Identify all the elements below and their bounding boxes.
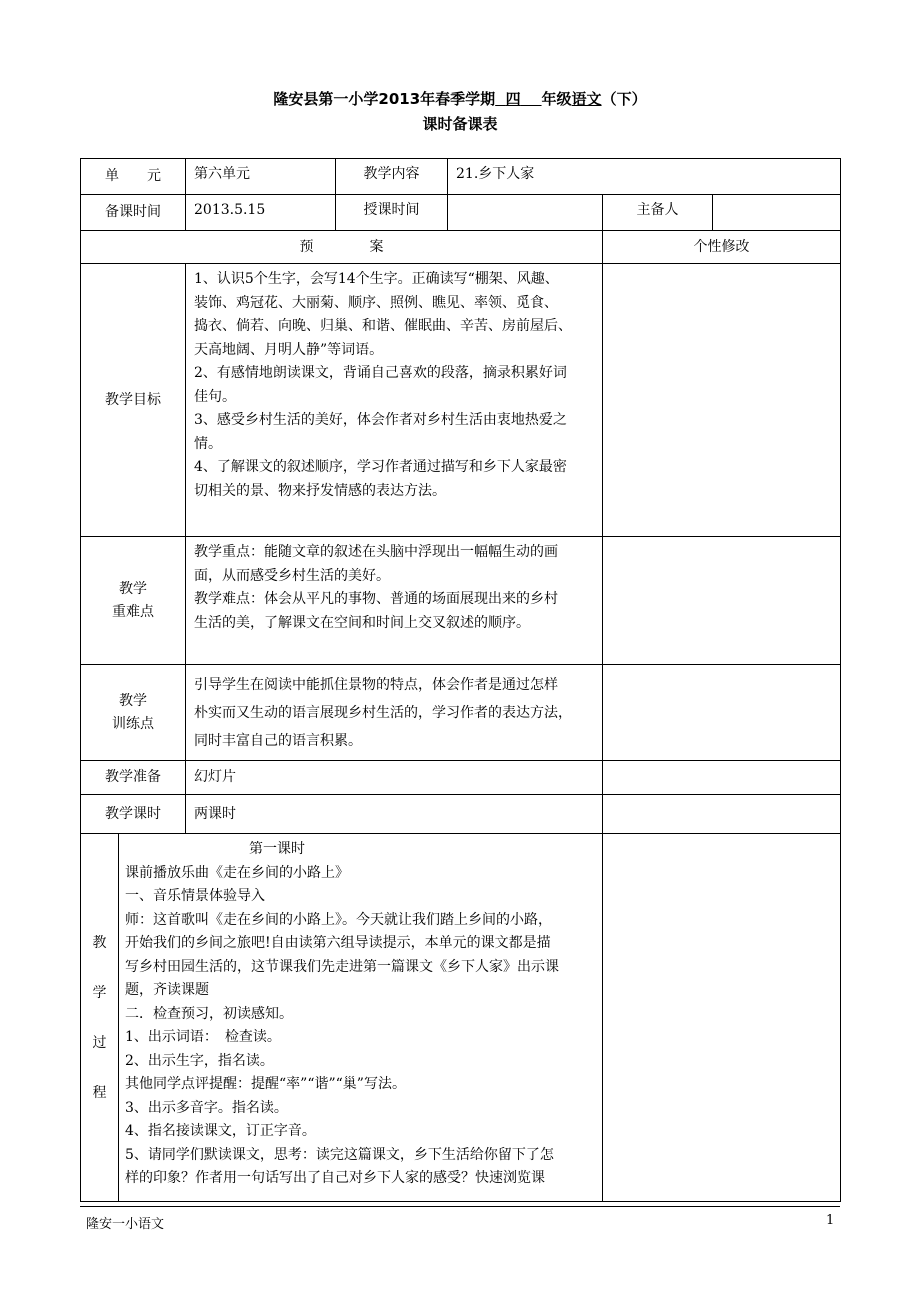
process-label-char-2: 学 xyxy=(92,984,107,1001)
keypoints-line: 教学难点：体会从平凡的事物、普通的场面展现出来的乡村 xyxy=(194,591,558,607)
process-line: 一、音乐情景体验导入 xyxy=(125,888,265,904)
keypoints-line: 面，从而感受乡村生活的美好。 xyxy=(194,567,390,584)
process-line: 2、出示生字，指名读。 xyxy=(125,1052,274,1069)
goals-content xyxy=(186,264,603,537)
process-personal-cell xyxy=(603,834,841,1202)
plan-column-header: 预 案 xyxy=(81,231,603,264)
training-line: 引导学生在阅读中能抓住景物的特点，体会作者是通过怎样 xyxy=(194,677,558,693)
process-line: 其他同学点评提醒：提醒“率”“谐”“巢”写法。 xyxy=(125,1076,406,1092)
goals-line: 情。 xyxy=(194,435,222,452)
teach-time-value xyxy=(448,195,603,231)
personal-column-header: 个性修改 xyxy=(603,231,841,264)
goals-line: 佳句。 xyxy=(194,388,236,405)
process-label xyxy=(81,834,119,1202)
teach-time-label: 授课时间 xyxy=(336,195,448,231)
title-grade xyxy=(495,90,541,108)
training-label xyxy=(81,665,186,761)
page-title xyxy=(0,88,920,110)
process-line: 5、请同学们默读课文，思考：读完这篇课文，乡下生活给你留下了怎 xyxy=(125,1146,554,1163)
goals-line: 捣衣、倘若、向晚、归巢、和谐、催眠曲、辛苦、房前屋后、 xyxy=(194,318,572,334)
training-personal-cell xyxy=(603,665,841,761)
row-unit xyxy=(81,159,841,195)
row-training xyxy=(81,665,841,761)
periods-value: 两课时 xyxy=(186,795,603,834)
goals-line: 2、有感情地朗读课文，背诵自己喜欢的段落，摘录积累好词 xyxy=(194,365,567,381)
prep-time-label: 备课时间 xyxy=(81,195,186,231)
goals-line: 装饰、鸡冠花、大丽菊、顺序、照例、瞧见、率领、觅食、 xyxy=(194,294,558,311)
keypoints-label-1: 教学 xyxy=(119,580,147,597)
process-line: 题，齐读课题 xyxy=(125,982,209,998)
main-prep-label: 主备人 xyxy=(603,195,713,231)
content-label: 教学内容 xyxy=(336,159,448,195)
unit-label: 单 元 xyxy=(81,159,186,195)
process-label-char-3: 过 xyxy=(92,1034,107,1051)
title-subject: 语文 xyxy=(571,90,602,108)
content-value: 21.乡下人家 xyxy=(448,159,841,195)
process-line: 4、指名接读课文，订正字音。 xyxy=(125,1123,316,1139)
goals-personal-cell xyxy=(603,264,841,537)
main-prep-value xyxy=(713,195,841,231)
process-line: 1、出示词语： 检查读。 xyxy=(125,1029,281,1045)
periods-personal-cell xyxy=(603,795,841,834)
training-content xyxy=(186,665,603,761)
lesson-plan-table xyxy=(80,158,841,1202)
preparation-value: 幻灯片 xyxy=(186,761,603,795)
training-line: 朴实而又生动的语言展现乡村生活的，学习作者的表达方法， xyxy=(194,705,572,721)
process-line: 师：这首歌叫《走在乡间的小路上》。今天就让我们踏上乡间的小路， xyxy=(125,911,552,928)
unit-value: 第六单元 xyxy=(186,159,336,195)
row-periods xyxy=(81,795,841,834)
keypoints-label-2: 重难点 xyxy=(112,603,154,620)
goals-label: 教学目标 xyxy=(81,264,186,537)
goals-line: 4、了解课文的叙述顺序，学习作者通过描写和乡下人家最密 xyxy=(194,459,567,475)
keypoints-lines xyxy=(186,537,602,635)
process-heading: 第一课时 xyxy=(249,841,305,857)
goals-line: 切相关的景、物来抒发情感的表达方法。 xyxy=(194,482,446,499)
title-prefix: 隆安县第一小学2013年春季学期 xyxy=(273,90,496,108)
footer-divider xyxy=(80,1206,840,1207)
training-label-2: 训练点 xyxy=(112,715,154,732)
process-lines xyxy=(125,862,598,1191)
goals-line: 3、感受乡村生活的美好，体会作者对乡村生活由衷地热爱之 xyxy=(194,412,567,428)
process-line: 样的印象？作者用一句话写出了自己对乡下人家的感受？快速浏览课 xyxy=(125,1170,545,1186)
row-column-headers xyxy=(81,231,841,264)
title-grade-value: 四 xyxy=(505,90,521,108)
title-mid: 年级 xyxy=(541,90,572,108)
preparation-label: 教学准备 xyxy=(81,761,186,795)
row-time xyxy=(81,195,841,231)
keypoints-personal-cell xyxy=(603,537,841,665)
title-suffix: （下） xyxy=(601,90,647,108)
periods-label: 教学课时 xyxy=(81,795,186,834)
keypoints-content xyxy=(186,537,603,665)
keypoints-line: 教学重点：能随文章的叙述在头脑中浮现出一幅幅生动的画 xyxy=(194,544,558,560)
keypoints-label xyxy=(81,537,186,665)
prep-time-value: 2013.5.15 xyxy=(186,195,336,231)
footer-page-number: 1 xyxy=(826,1213,835,1228)
training-line: 同时丰富自己的语言积累。 xyxy=(194,733,362,749)
process-line: 课前播放乐曲《走在乡间的小路上》 xyxy=(125,864,349,881)
row-preparation xyxy=(81,761,841,795)
training-label-1: 教学 xyxy=(119,692,147,709)
row-process xyxy=(81,834,841,1202)
row-keypoints xyxy=(81,537,841,665)
process-text xyxy=(119,834,602,1191)
footer-school: 隆安一小语文 xyxy=(86,1217,165,1232)
goals-line: 天高地阔、月明人静”等词语。 xyxy=(194,341,384,358)
process-content xyxy=(119,834,603,1202)
process-line: 二．检查预习，初读感知。 xyxy=(125,1005,293,1022)
training-lines xyxy=(186,665,602,755)
process-line: 写乡村田园生活的，这节课我们先走进第一篇课文《乡下人家》出示课 xyxy=(125,958,559,975)
page-subtitle: 课时备课表 xyxy=(422,115,498,133)
process-label-char-4: 程 xyxy=(92,1084,107,1101)
row-goals xyxy=(81,264,841,537)
process-line: 开始我们的乡间之旅吧!自由读第六组导读提示，本单元的课文都是描 xyxy=(125,935,551,951)
preparation-personal-cell xyxy=(603,761,841,795)
process-label-char-1: 教 xyxy=(92,934,107,951)
goals-line: 1、认识5个生字，会写14个生字。正确读写“棚架、风趣、 xyxy=(194,271,559,287)
keypoints-line: 生活的美，了解课文在空间和时间上交叉叙述的顺序。 xyxy=(194,614,530,631)
process-line: 3、出示多音字。指名读。 xyxy=(125,1099,288,1116)
goals-lines xyxy=(186,264,602,503)
